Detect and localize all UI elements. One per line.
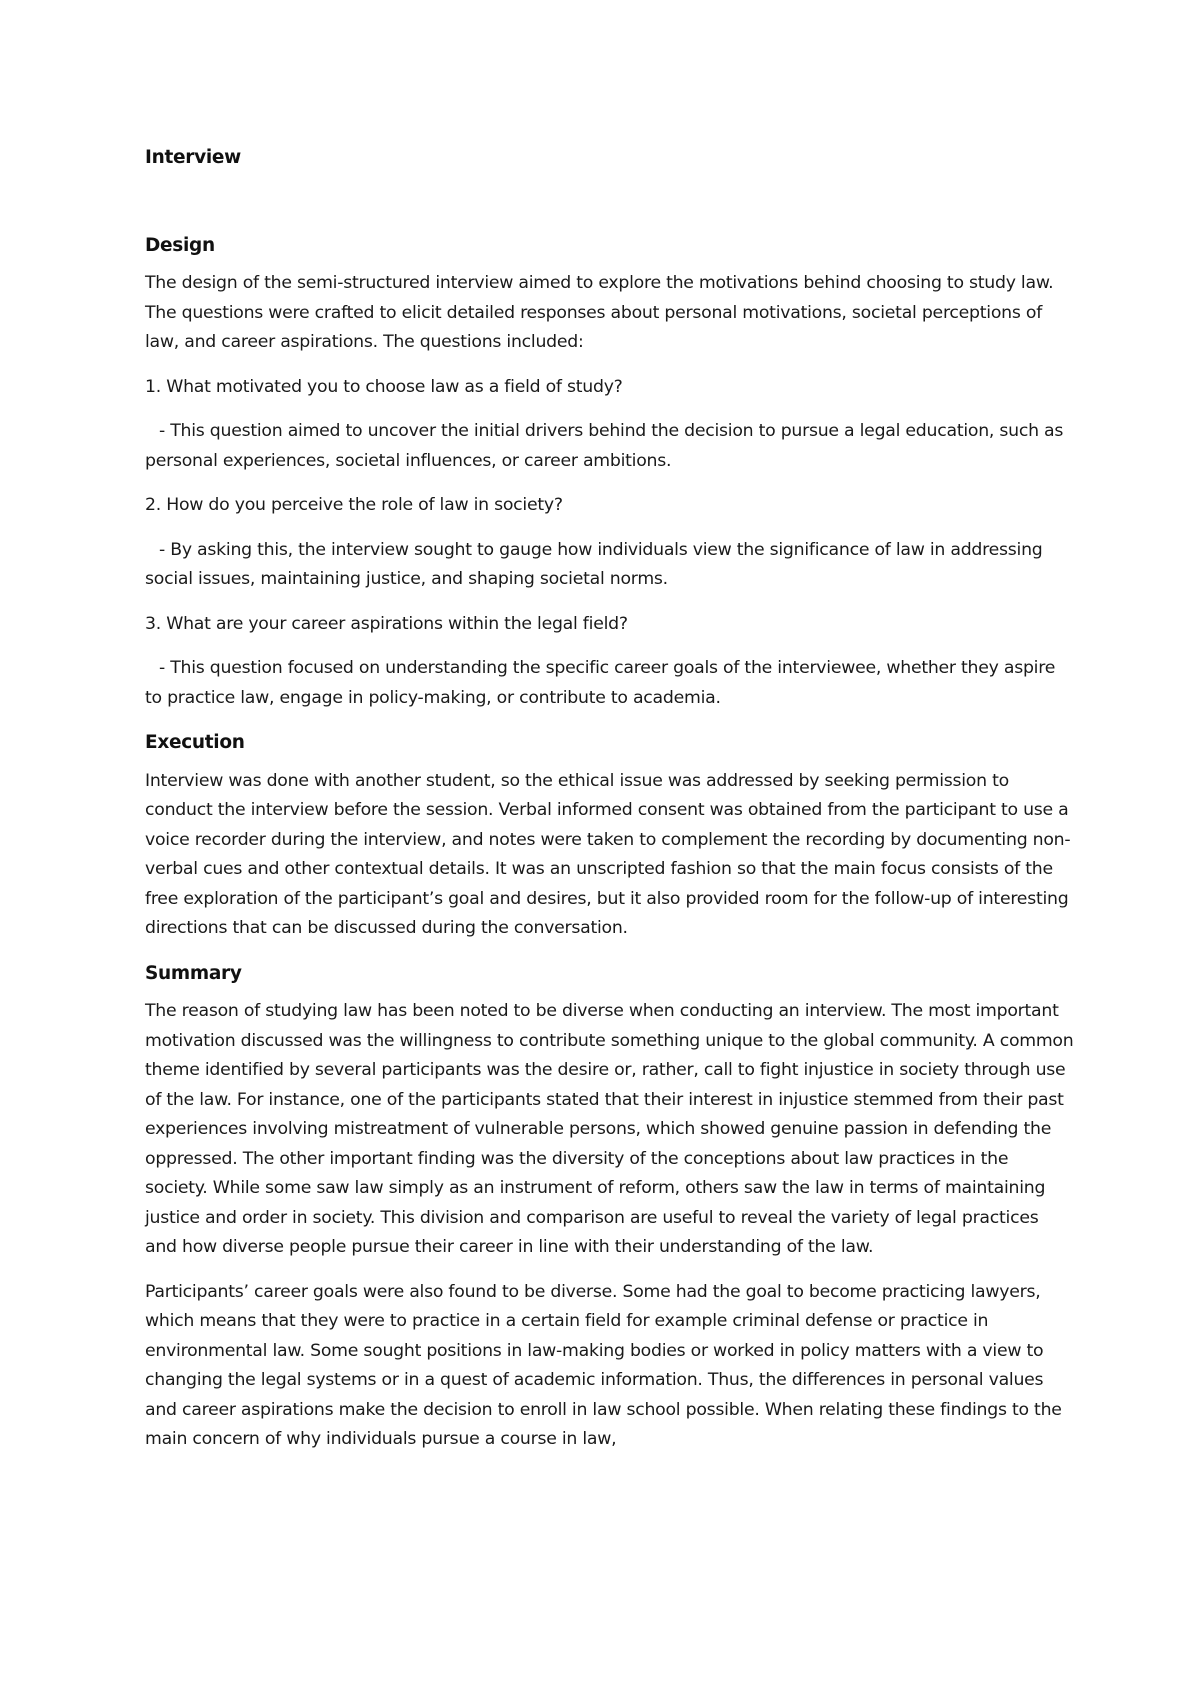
summary-paragraph-1: The reason of studying law has been noted to be diverse when conducting an interview. The most important motivation discussed was the willingness to contribute something unique to the global community. A common theme identified by several participants was the desire or, rather, call to fight injustice in society through use of the law. For instance, one of the participants stated that their interest in injustice stemmed from their past experiences involving mistreatment of vulnerable persons, which showed genuine passion in defending the oppressed. The other important finding was the diversity of the conceptions about law practices in the society. While some saw law simply as an instrument of reform, others saw the law in terms of maintaining justice and order in society. This division and comparison are useful to reveal the variety of legal practices and how diverse people pursue their career in line with their understanding of the law. bbox=[145, 1001, 1074, 1257]
execution-paragraph: Interview was done with another student, so the ethical issue was addressed by seeking permission to conduct the interview before the session. Verbal informed consent was obtained from the participant to use a voice recorder during the interview, and notes were taken to complement the recording by documenting non-verbal cues and other contextual details. It was an unscripted fashion so that the main focus consists of the free exploration of the participant’s goal and desires, but it also provided room for the follow-up of interesting directions that can be discussed during the conversation. bbox=[145, 770, 1071, 938]
question-3: 3. What are your career aspirations within the legal field? bbox=[145, 613, 628, 634]
summary-heading: Summary bbox=[145, 962, 242, 984]
question-2-explanation: - By asking this, the interview sought to gauge how individuals view the significance of law in addressing social issues, maintaining justice, and shaping societal norms. bbox=[145, 539, 1043, 589]
question-2: 2. How do you perceive the role of law in society? bbox=[145, 495, 563, 515]
question-3-explanation: - This question focused on understanding the specific career goals of the interviewee, whether they aspire to practice law, engage in policy-making, or contribute to academia. bbox=[145, 658, 1056, 708]
summary-section bbox=[145, 959, 1075, 1455]
document-body bbox=[145, 143, 1075, 1470]
design-section bbox=[145, 231, 1075, 714]
execution-heading: Execution bbox=[145, 732, 245, 753]
document-title: Interview bbox=[145, 147, 241, 168]
question-1: 1. What motivated you to choose law as a field of study? bbox=[145, 376, 623, 397]
summary-paragraph-2: Participants’ career goals were also found to be diverse. Some had the goal to become practicing lawyers, which means that they were to practice in a certain field for example criminal defense or practice in environmental law. Some sought positions in law-making bodies or worked in policy matters with a view to changing the legal systems or in a quest of academic information. Thus, the differences in personal values and career aspirations make the decision to enroll in law school possible. When relating these findings to the main concern of why individuals pursue a course in law, bbox=[145, 1281, 1062, 1449]
design-heading: Design bbox=[145, 234, 215, 256]
question-1-explanation: - This question aimed to uncover the initial drivers behind the decision to pursue a legal education, such as personal experiences, societal influences, or career ambitions. bbox=[145, 421, 1064, 471]
execution-section bbox=[145, 728, 1075, 944]
design-intro-paragraph: The design of the semi-structured interview aimed to explore the motivations behind choosing to study law. The questions were crafted to elicit detailed responses about personal motivations, societal perceptions of law, and career aspirations. The questions included: bbox=[145, 273, 1054, 352]
